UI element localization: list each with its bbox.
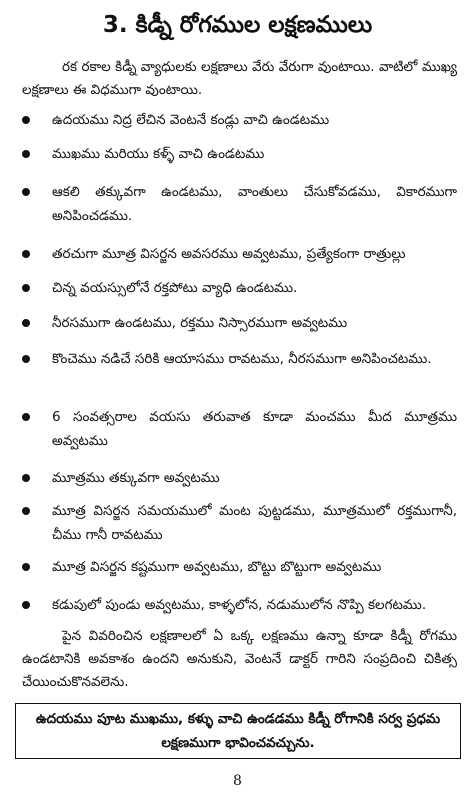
page-number: 8 xyxy=(233,773,242,789)
list-item xyxy=(22,555,457,579)
bullet-icon xyxy=(22,150,30,158)
list-item-text: చిన్న వయస్సులోనే రక్తపోటు వ్యాధి ఉండటము. xyxy=(52,280,298,296)
bullet-icon xyxy=(22,250,30,258)
list-item xyxy=(22,142,457,166)
list-item xyxy=(22,180,457,228)
list-item-text: ముఖము మరియు కళ్ళ్ వాచి ఉండటము xyxy=(52,146,265,162)
bullet-icon xyxy=(22,188,30,196)
bullet-icon xyxy=(22,284,30,292)
list-item-text: మూత్ర విసర్జన సమయములో మంట పుట్టడము, మూత్రములో రక్తముగానీ, చీము గానీ రావటము xyxy=(52,503,457,543)
list-item xyxy=(22,405,457,453)
list-item-text: మూత్ర విసర్జన కష్టముగా అవ్వటము, బొట్టు బొట్టుగా అవ్వటము xyxy=(52,559,382,575)
list-item xyxy=(22,242,457,266)
list-item xyxy=(22,499,457,547)
list-item-text: ఉదయము నిద్ర లేచిన వెంటనే కండ్లు వాచి ఉండటము xyxy=(52,112,330,128)
bullet-icon xyxy=(22,474,30,482)
list-item-text: 6 సంవత్సరాల వయసు తరువాత కూడా మంచము మీద మూత్రము అవ్వటము xyxy=(52,409,457,449)
list-item xyxy=(22,593,457,617)
list-item xyxy=(22,347,457,371)
bullet-icon xyxy=(22,413,30,421)
highlight-note-box: ఉదయము పూట ముఖము, కళ్ళు వాచి ఉండడము కిడ్నీ రోగానికి సర్వ ప్రధమ లక్షణముగా భావించవచ్చును. xyxy=(15,703,461,759)
list-item xyxy=(22,311,457,335)
intro-paragraph: రక రకాల కిడ్నీ వ్యాధులకు లక్షణాలు వేరు వేరుగా వుంటాయి. వాటిలో ముఖ్య లక్షణాలు ఈ విధముగా వుంటాయి. xyxy=(22,59,457,98)
list-item-text: నీరసముగా ఉండటము, రక్తము నిస్సారముగా అవ్వటము xyxy=(52,315,348,331)
bullet-icon xyxy=(22,507,30,515)
list-item-text: తరచుగా మూత్ర విసర్జన అవసరము అవ్వటము, ప్రత్యేకంగా రాత్రుల్లు xyxy=(52,246,406,262)
bullet-icon xyxy=(22,601,30,609)
bullet-icon xyxy=(22,355,30,363)
list-item xyxy=(22,276,457,300)
bullet-icon xyxy=(22,319,30,327)
conclusion-paragraph: పైన వివరించిన లక్షణాలలో ఏ ఒక్క లక్షణము ఉన్నా కూడా కిడ్నీ రోగము ఉండటానికి అవకాశం ఉందని అనుకుని, వెంటనే డాక్టర్ గారిని సంప్రదించి చికిత్స చేయించుకొనవలెను. xyxy=(22,628,457,690)
bullet-icon xyxy=(22,116,30,124)
list-item-text: ఆకలి తక్కువగా ఉండటము, వాంతులు చేసుకోవడము, వికారముగా అనిపించడము. xyxy=(52,184,457,224)
page-title: 3. కిడ్నీ రోగముల లక్షణములు xyxy=(102,12,373,38)
list-item-text: కడుపులో పుండు అవ్వటము, కాళ్ళలోన, నడుములోన నొప్పి కలగటము. xyxy=(52,597,427,613)
bullet-icon xyxy=(22,563,30,571)
list-item-text: కొంచెము నడిచే సరికి ఆయాసము రావటము, నీరసముగా అనిపించటము. xyxy=(52,351,432,367)
list-item xyxy=(22,466,457,490)
list-item xyxy=(22,108,457,132)
list-item-text: మూత్రము తక్కువగా అవ్వటము xyxy=(52,470,220,486)
